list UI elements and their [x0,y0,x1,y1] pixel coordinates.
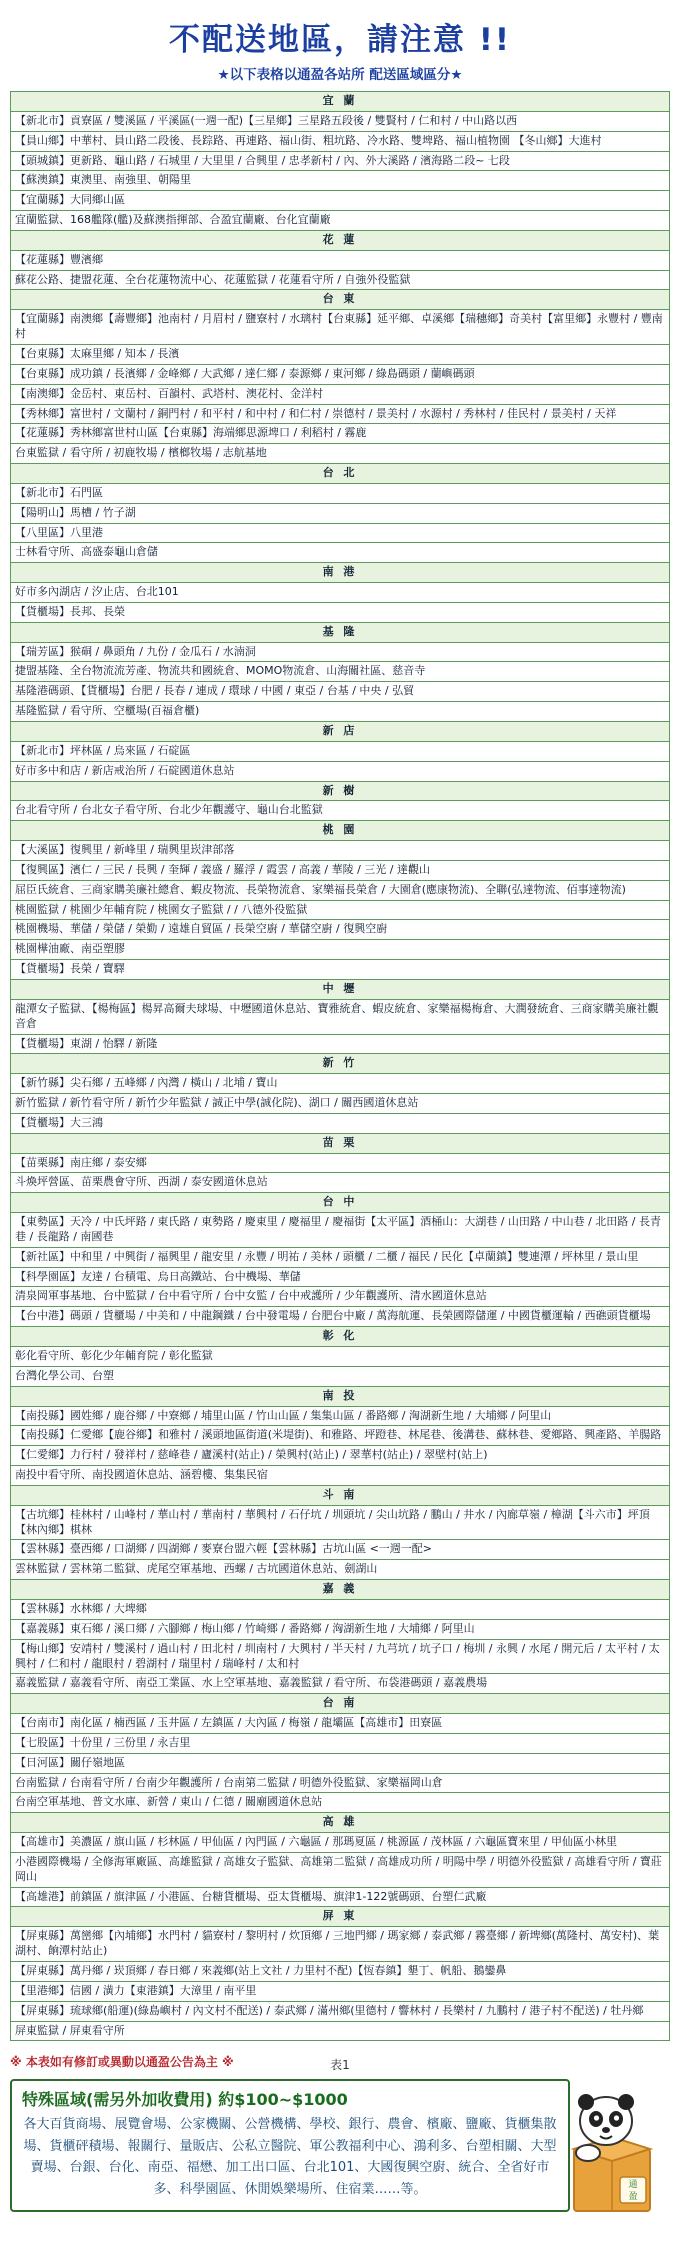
zone-detail-row [11,1094,670,1114]
zone-detail-text: 台北看守所 / 台北女子看守所、台北少年觀護守、龜山台北監獄 [11,801,670,821]
zone-region-name: 南 投 [11,1386,670,1406]
zone-detail-text: 龍潭女子監獄、【楊梅區】楊昇高爾夫球場、中壢國道休息站、寶雅統倉、蝦皮統倉、家樂福楊梅倉、大潤發統倉、三商家購美廉社觀音倉 [11,999,670,1034]
zone-region-row [11,563,670,583]
zone-region-name: 台 東 [11,290,670,310]
page-subtitle: ★以下表格以通盈各站所 配送區域區分★ [217,67,463,83]
svg-text:通: 通 [628,2180,638,2191]
zone-region-name: 南 港 [11,563,670,583]
zone-detail-row [11,1406,670,1426]
zone-detail-row [11,483,670,503]
zone-detail-row [11,940,670,960]
zone-detail-row [11,1793,670,1813]
zone-detail-row [11,2021,670,2041]
zone-region-row [11,290,670,310]
zone-detail-text: 新竹監獄 / 新竹看守所 / 新竹少年監獄 / 誠正中學(誠化院)、湖口 / 關西國道休息站 [11,1094,670,1114]
zone-detail-text: 【仁愛鄉】力行村 / 發祥村 / 慈峰巷 / 廬溪村(站止) / 榮興村(站止) / 翠華村(站止) / 翠壁村(站上) [11,1446,670,1466]
zone-detail-text: 【秀林鄉】富世村 / 文蘭村 / 銅門村 / 和平村 / 和中村 / 和仁村 / 崇德村 / 景美村 / 水源村 / 秀林村 / 佳民村 / 景美村 / 天祥 [11,404,670,424]
zone-detail-row [11,543,670,563]
zone-detail-row [11,1733,670,1753]
svg-text:盈: 盈 [628,2192,638,2203]
zone-region-name: 新 竹 [11,1054,670,1074]
zone-region-name: 基 隆 [11,622,670,642]
zone-detail-text: 宜蘭監獄、168艦隊(艦)及蘇澳指揮部、合盈宜蘭廠、台化宜蘭廠 [11,211,670,231]
zone-detail-text: 【瑞芳區】猴硐 / 鼻頭角 / 九份 / 金瓜石 / 水湳洞 [11,642,670,662]
zone-detail-row [11,642,670,662]
zone-detail-text: 【台東縣】成功鎮 / 長濱鄉 / 金峰鄉 / 大武鄉 / 達仁鄉 / 泰源鄉 / 東河鄉 / 綠島碼頭 / 蘭嶼碼頭 [11,364,670,384]
zone-detail-text: 【大溪區】復興里 / 新峰里 / 瑞興里崁津部落 [11,841,670,861]
zone-region-name: 嘉 義 [11,1580,670,1600]
special-area-title: 特殊區域(需另外加收費用) 約$100~$1000 [22,2090,348,2110]
zone-detail-text: 【員山鄉】中華村、員山路二段後、長踪路、再連路、福山街、粗坑路、冷水路、雙埤路、福山植物園 【冬山鄉】大進村 [11,131,670,151]
zone-detail-text: 【蘇澳鎮】東澳里、南強里、朝陽里 [11,171,670,191]
zone-detail-text: 雲林監獄 / 雲林第二監獄、虎尾空軍基地、西螺 / 古坑國道休息站、劍湖山 [11,1560,670,1580]
zone-detail-text: 屈臣氏統倉、三商家購美廉社總倉、蝦皮物流、長榮物流倉、家樂福長榮倉 / 大園倉(應康物流)、全聯(弘達物流、佰事達物流) [11,880,670,900]
zone-detail-text: 【苗栗縣】南庄鄉 / 泰安鄉 [11,1153,670,1173]
zone-detail-text: 【雲林縣】臺西鄉 / 口湖鄉 / 四湖鄉 / 麥寮台盟六輕【雲林縣】古坑山區 <一週一配> [11,1540,670,1560]
zone-detail-text: 【南投縣】仁愛鄉【鹿谷鄉】和雅村 / 溪頭地區街道(米堤街)、和雅路、坪蹬巷、林尾巷、後溝巷、蘇林巷、愛鄉路、興產路、羊腸路 [11,1426,670,1446]
zone-detail-text: 桃園樺油廠、南亞塑膠 [11,940,670,960]
zone-detail-row [11,1034,670,1054]
zone-detail-row [11,1981,670,2001]
zone-detail-text: 【新北市】坪林區 / 烏來區 / 石碇區 [11,741,670,761]
zone-detail-row [11,404,670,424]
page-title: 不配送地區，請注意 !! [168,22,512,58]
zone-detail-text: 【七股區】十份里 / 三份里 / 永吉里 [11,1733,670,1753]
zone-detail-text: 【日河區】關仔嶺地區 [11,1753,670,1773]
zone-region-row [11,1813,670,1833]
zone-detail-text: 【宜蘭縣】南澳鄉【壽豐鄉】池南村 / 月眉村 / 鹽寮村 / 水璃村【台東縣】延平鄉、卓溪鄉【瑞穗鄉】奇美村【富里鄉】永豐村 / 豐南村 [11,310,670,345]
zone-detail-text: 【復興區】濱仁 / 三民 / 長興 / 奎輝 / 義盛 / 羅浮 / 霞雲 / 高義 / 華陵 / 三光 / 達觀山 [11,860,670,880]
zone-detail-row [11,1287,670,1307]
zone-detail-text: 台南空軍基地、普文水庫、新營 / 東山 / 仁德 / 關廟國道休息站 [11,1793,670,1813]
zone-detail-text: 【新北市】石門區 [11,483,670,503]
zone-detail-row [11,1833,670,1853]
zone-detail-text: 台東監獄 / 看守所 / 初鹿牧場 / 檳榔牧場 / 志航基地 [11,444,670,464]
zone-detail-text: 【頭城鎮】更新路、龜山路 / 石城里 / 大里里 / 合興里 / 忠孝新村 / 內、外大溪路 / 濱海路二段~ 七段 [11,151,670,171]
zone-detail-row [11,1852,670,1887]
zone-region-row [11,464,670,484]
zone-detail-text: 【新北市】貢寮區 / 雙溪區 / 平溪區(一週一配)【三星鄉】三星路五段後 / 雙賢村 / 仁和村 / 中山路以西 [11,111,670,131]
zone-detail-text: 南投中看守所、南投國道休息站、涵碧樓、集集民宿 [11,1466,670,1486]
zone-detail-row [11,1773,670,1793]
zone-region-name: 宜 蘭 [11,92,670,112]
zone-detail-row [11,111,670,131]
zone-region-row [11,1327,670,1347]
zone-region-name: 台 北 [11,464,670,484]
zone-detail-row [11,1074,670,1094]
special-area-body: 各大百貨商場、展覽會場、公家機關、公營機構、學校、銀行、農會、檳廠、鹽廠、貨櫃集散場、貨櫃砰積場、報關行、量販店、公私立醫院、軍公教福利中心、鴻利多、台塑相關、大型賣場、台銀、台化、南亞、福懋、加工出口區、台北101、大國復興空廚、統合、全省好市多、科學園區、休閒娛樂場所、住宿業……等。 [23,2117,557,2197]
zone-detail-text: 【東勢區】天冷 / 中氏坪路 / 東氏路 / 東勢路 / 慶東里 / 慶福里 / 慶福街【太平區】酒桶山：大湖巷 / 山田路 / 中山巷 / 北田路 / 長青巷 / 長龍路 / 南國巷 [11,1213,670,1248]
zone-detail-row [11,310,670,345]
zone-detail-row [11,880,670,900]
zone-detail-text: 【屏東縣】萬巒鄉【內埔鄉】水門村 / 貓寮村 / 黎明村 / 炊頂鄉 / 三地門鄉 / 瑪家鄉 / 泰武鄉 / 霧臺鄉 / 新埤鄉(萬隆村、萬安村)、葉湖村、餉潭村站止) [11,1927,670,1962]
zone-region-name: 中 壢 [11,979,670,999]
zone-detail-row [11,1113,670,1133]
zone-detail-row [11,801,670,821]
zone-detail-text: 【新竹縣】尖石鄉 / 五峰鄉 / 內灣 / 橫山 / 北埔 / 寶山 [11,1074,670,1094]
zone-region-name: 台 南 [11,1694,670,1714]
zone-detail-row [11,171,670,191]
zone-region-row [11,1054,670,1074]
zone-detail-text: 小港國際機場 / 全修海軍廠區、高雄監獄 / 高雄女子監獄、高雄第二監獄 / 高雄成功所 / 明陽中學 / 明德外役監獄 / 高雄看守所 / 寶莊岡山 [11,1852,670,1887]
zone-detail-row [11,250,670,270]
zone-detail-row [11,1560,670,1580]
zone-detail-row [11,1426,670,1446]
special-area-box [10,2079,570,2212]
zone-detail-row [11,860,670,880]
zone-detail-text: 【花蓮縣】豐濱鄉 [11,250,670,270]
zone-region-name: 新 樹 [11,781,670,801]
zone-detail-row [11,999,670,1034]
zone-detail-row [11,702,670,722]
zone-region-name: 新 店 [11,722,670,742]
zone-region-name: 苗 栗 [11,1133,670,1153]
zone-region-row [11,979,670,999]
zone-detail-text: 【花蓮縣】秀林鄉富世村山區【台東縣】海端鄉思源埤口 / 利稻村 / 霧鹿 [11,424,670,444]
zone-region-row [11,1193,670,1213]
zone-detail-row [11,662,670,682]
zone-region-name: 桃 園 [11,821,670,841]
zone-detail-row [11,151,670,171]
zone-detail-text: 好市多內湖店 / 汐止店、台北101 [11,583,670,603]
zone-detail-row [11,920,670,940]
zone-detail-row [11,1927,670,1962]
zone-detail-row [11,1599,670,1619]
zone-region-row [11,722,670,742]
zone-detail-row [11,1639,670,1674]
zone-detail-text: 【屏東縣】琉球鄉(船運)(綠島嶼村 / 內文村不配送) / 泰武鄉 / 滿州鄉(里德村 / 響林村 / 長樂村 / 九鵬村 / 港子村不配送) / 牡丹鄉 [11,2001,670,2021]
zone-detail-row [11,682,670,702]
zone-detail-row [11,523,670,543]
zone-detail-row [11,1505,670,1540]
zone-detail-text: 【貨櫃場】長邦、長榮 [11,602,670,622]
panda-mascot-icon [558,2091,666,2223]
zone-detail-text: 【八里區】八里港 [11,523,670,543]
zone-detail-row [11,270,670,290]
zone-detail-text: 【科學園區】友達 / 台積電、烏日高鐵站、台中機場、華儲 [11,1267,670,1287]
zone-region-row [11,1580,670,1600]
zone-detail-row [11,583,670,603]
zone-detail-row [11,761,670,781]
zone-region-name: 屏 東 [11,1907,670,1927]
zone-detail-text: 【台南市】南化區 / 楠西區 / 玉井區 / 左鎮區 / 大內區 / 梅嶺 / 龍壩區【高雄市】田寮區 [11,1714,670,1734]
revision-note: ※ 本表如有修訂或異動以通盈公告為主 ※ [10,2055,234,2070]
zone-detail-text: 【宜蘭縣】大同鄉山區 [11,191,670,211]
zone-region-name: 高 雄 [11,1813,670,1833]
zone-region-row [11,1133,670,1153]
zone-detail-text: 士林看守所、高盛泰龜山倉儲 [11,543,670,563]
zone-region-row [11,1386,670,1406]
zone-detail-row [11,1366,670,1386]
zone-detail-row [11,344,670,364]
zone-region-name: 台 中 [11,1193,670,1213]
zone-region-row [11,92,670,112]
zone-detail-row [11,2001,670,2021]
zone-detail-row [11,1887,670,1907]
zone-detail-text: 【嘉義縣】東石鄉 / 溪口鄉 / 六腳鄉 / 梅山鄉 / 竹崎鄉 / 番路鄉 / 洶湖新生地 / 大埔鄉 / 阿里山 [11,1619,670,1639]
zone-detail-text: 【貨櫃場】東湖 / 怡驛 / 新隆 [11,1034,670,1054]
zone-region-name: 花 蓮 [11,230,670,250]
zone-detail-row [11,384,670,404]
zone-region-row [11,230,670,250]
zone-detail-row [11,211,670,231]
zone-detail-text: 清泉岡軍事基地、台中監獄 / 台中看守所 / 台中女監 / 台中戒護所 / 少年觀護所、清水國道休息站 [11,1287,670,1307]
zone-detail-row [11,1466,670,1486]
zone-region-row [11,1694,670,1714]
zone-detail-text: 【貨櫃場】長榮 / 寶驛 [11,960,670,980]
special-area-section [10,2079,670,2229]
zone-region-row [11,1485,670,1505]
zone-detail-row [11,1714,670,1734]
zone-detail-text: 台灣化學公司、台塑 [11,1366,670,1386]
zone-detail-row [11,1674,670,1694]
zone-detail-row [11,131,670,151]
zone-detail-text: 【高雄市】美濃區 / 旗山區 / 杉林區 / 甲仙區 / 內門區 / 六龜區 / 那瑪夏區 / 桃源區 / 茂林區 / 六龜區寶來里 / 甲仙區小林里 [11,1833,670,1853]
zone-detail-text: 【高雄港】前鎮區 / 旗津區 / 小港區、台糖貨櫃場、亞太貨櫃場、旗津1-122號碼頭、台塑仁武廠 [11,1887,670,1907]
zone-detail-text: 【貨櫃場】大三鴻 [11,1113,670,1133]
zone-detail-row [11,1247,670,1267]
zone-detail-text: 【台中港】碼頭 / 貨櫃場 / 中美和 / 中龍鋼鐵 / 台中發電場 / 台肥台中廠 / 萬海航運、長榮國際儲運 / 中國貨櫃運輸 / 西礁頭貨櫃場 [11,1307,670,1327]
zone-detail-text: 【南投縣】國姓鄉 / 鹿谷鄉 / 中寮鄉 / 埔里山區 / 竹山山區 / 集集山區 / 番路鄉 / 洶湖新生地 / 大埔鄉 / 阿里山 [11,1406,670,1426]
zone-detail-row [11,1213,670,1248]
zone-detail-row [11,503,670,523]
zone-detail-text: 【雲林縣】水林鄉 / 大埤鄉 [11,1599,670,1619]
zone-detail-row [11,1173,670,1193]
zone-detail-text: 台南監獄 / 台南看守所 / 台南少年觀護所 / 台南第二監獄 / 明德外役監獄、家樂福岡山倉 [11,1773,670,1793]
zone-detail-text: 【里港鄉】信國 / 潢力【東港鎮】大漳里 / 南平里 [11,1981,670,2001]
zone-detail-row [11,191,670,211]
zone-detail-text: 桃園機場、華儲 / 榮儲 / 榮勤 / 遠雄自貿區 / 長榮空廚 / 華儲空廚 / 復興空廚 [11,920,670,940]
zone-detail-text: 彰化看守所、彰化少年輔育院 / 彰化監獄 [11,1347,670,1367]
zone-detail-text: 【古坑鄉】桂林村 / 山峰村 / 華山村 / 華南村 / 華興村 / 石仔坑 / 圳頭坑 / 尖山坑路 / 鵬山 / 井水 / 內廊草嶺 / 樟湖【斗六市】坪頂【林內鄉】棋林 [11,1505,670,1540]
zone-region-name: 彰 化 [11,1327,670,1347]
zone-detail-row [11,364,670,384]
zone-detail-row [11,741,670,761]
zone-detail-text: 【台東縣】太麻里鄉 / 知本 / 長濱 [11,344,670,364]
zone-detail-row [11,1962,670,1982]
zone-detail-text: 【梅山鄉】安靖村 / 雙溪村 / 過山村 / 田北村 / 圳南村 / 大興村 / 半天村 / 九芎坑 / 坑子口 / 梅圳 / 永興 / 水尾 / 開元后 / 太平村 / 太興村 / 仁和村 / 龍眼村 / 碧湖村 / 瑞里村 / 瑞峰村 / 太和村 [11,1639,670,1674]
zone-detail-row [11,1307,670,1327]
zone-detail-text: 嘉義監獄 / 嘉義看守所、南亞工業區、水上空軍基地、嘉義監獄 / 看守所、布袋港碼頭 / 嘉義農場 [11,1674,670,1694]
zone-region-row [11,622,670,642]
zone-detail-text: 好市多中和店 / 新店戒治所 / 石碇國道休息站 [11,761,670,781]
zone-detail-text: 斗煥坪營區、苗栗農會守所、西湖 / 泰安國道休息站 [11,1173,670,1193]
zone-detail-row [11,1267,670,1287]
zone-detail-row [11,900,670,920]
zone-detail-row [11,960,670,980]
zone-detail-row [11,1446,670,1466]
zone-detail-text: 蘇花公路、捷盟花蓮、全台花蓮物流中心、花蓮監獄 / 花蓮看守所 / 自強外役監獄 [11,270,670,290]
zone-detail-text: 屏東監獄 / 屏東看守所 [11,2021,670,2041]
zone-detail-row [11,1347,670,1367]
zone-region-row [11,781,670,801]
zone-detail-row [11,841,670,861]
table-label: 表1 [330,2058,350,2073]
zone-detail-text: 基隆港碼頭、【貨櫃場】台肥 / 長春 / 連成 / 環球 / 中國 / 東亞 / 台基 / 中央 / 弘貿 [11,682,670,702]
zone-region-row [11,821,670,841]
zone-detail-row [11,1540,670,1560]
zone-detail-text: 【新社區】中和里 / 中興街 / 福興里 / 龍安里 / 永豐 / 明祐 / 美林 / 頭櫃 / 二櫃 / 福民 / 民化【卓蘭鎮】雙連潭 / 坪林里 / 景山里 [11,1247,670,1267]
zone-detail-text: 【陽明山】馬槽 / 竹子湖 [11,503,670,523]
zone-detail-text: 捷盟基隆、全台物流流芳產、物流共和國統倉、MOMO物流倉、山海關社區、慈音寺 [11,662,670,682]
zone-detail-row [11,602,670,622]
zone-detail-row [11,1753,670,1773]
zone-detail-text: 桃園監獄 / 桃園少年輔育院 / 桃園女子監獄 / / 八德外役監獄 [11,900,670,920]
zone-region-name: 斗 南 [11,1485,670,1505]
zone-detail-row [11,1153,670,1173]
zone-detail-row [11,1619,670,1639]
zone-detail-row [11,424,670,444]
zone-detail-text: 【屏東縣】萬丹鄉 / 崁頂鄉 / 春日鄉 / 來義鄉(站上文社 / 力里村不配)【恆春鎮】墾丁、帆船、鵝鑾鼻 [11,1962,670,1982]
zone-detail-text: 【南澳鄉】金岳村、東岳村、百韻村、武塔村、澳花村、金洋村 [11,384,670,404]
zone-detail-text: 基隆監獄 / 看守所、空櫃場(百福倉櫃) [11,702,670,722]
zone-table [10,91,670,2041]
zone-region-row [11,1907,670,1927]
zone-detail-row [11,444,670,464]
